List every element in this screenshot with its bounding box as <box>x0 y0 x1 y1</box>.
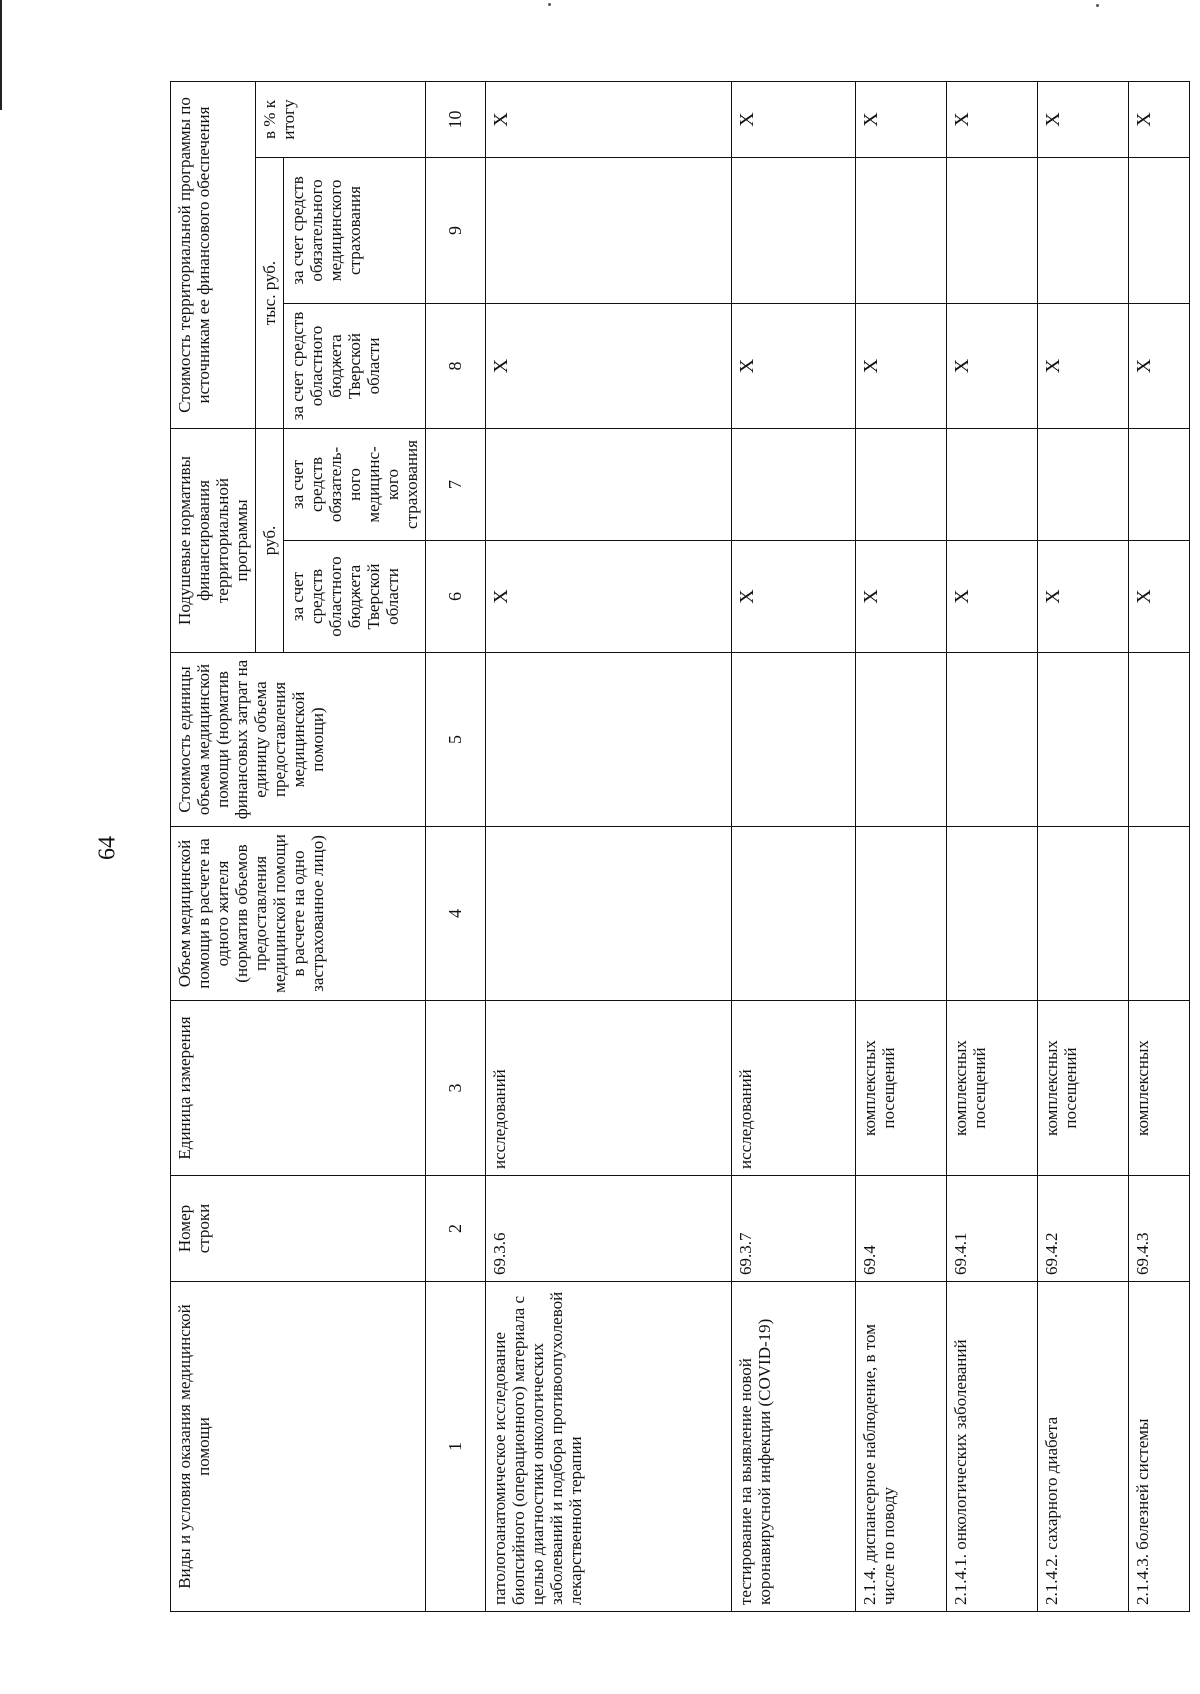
row-cost-regional: Х <box>855 303 946 428</box>
row-name: 2.1.4.2. сахарного диабета <box>1038 1282 1129 1612</box>
row-volume <box>731 827 855 1001</box>
row-norm-oms <box>485 428 731 540</box>
row-norm-oms <box>731 428 855 540</box>
row-unit-cost <box>946 653 1037 827</box>
header-line-number: Номер строки <box>171 1176 426 1282</box>
row-volume <box>1129 827 1190 1001</box>
row-cost-regional: Х <box>1038 303 1129 428</box>
row-volume <box>946 827 1037 1001</box>
row-norm-regional: Х <box>485 541 731 653</box>
header-program-cost: Стоимость территориальной программы по источникам ее финансового обеспечения <box>171 81 256 428</box>
row-volume <box>855 827 946 1001</box>
row-percent: Х <box>1129 81 1190 157</box>
column-number: 1 <box>426 1282 485 1612</box>
row-unit-cost <box>855 653 946 827</box>
column-number: 10 <box>426 81 485 157</box>
column-number: 9 <box>426 157 485 303</box>
table-row <box>1038 81 1129 1611</box>
scan-speck <box>548 3 551 6</box>
row-percent: Х <box>1038 81 1129 157</box>
column-number-row <box>426 81 485 1611</box>
scan-speck <box>1096 4 1099 7</box>
row-unit-cost <box>1038 653 1129 827</box>
header-rub: руб. <box>256 428 284 652</box>
row-name: 2.1.4.3. болезней системы <box>1129 1282 1190 1612</box>
row-unit-cost <box>1129 653 1190 827</box>
row-volume <box>485 827 731 1001</box>
row-name: 2.1.4. диспансерное наблюдение, в том числе по поводу <box>855 1282 946 1612</box>
table-row <box>731 81 855 1611</box>
header-unit-cost: Стоимость единицы объема медицинской помощи (норматив финансовых затрат на единицу объема предоставления медицинской помощи) <box>171 653 426 827</box>
column-number: 7 <box>426 428 485 540</box>
row-name: тестирование на выявление новой коронавирусной инфекции (COVID-19) <box>731 1282 855 1612</box>
row-unit-cost <box>731 653 855 827</box>
header-thousand-rub: тыс. руб. <box>256 157 284 428</box>
table-row <box>946 81 1037 1611</box>
row-norm-regional: Х <box>731 541 855 653</box>
row-cost-oms <box>731 157 855 303</box>
header-unit: Единица измерения <box>171 1001 426 1176</box>
row-norm-regional: Х <box>946 541 1037 653</box>
row-norm-regional: Х <box>1129 541 1190 653</box>
header-volume: Объем медицинской помощи в расчете на одного жителя (норматив объемов предоставления медицинской помощи в расчете на одно застрахованное лицо) <box>171 827 426 1001</box>
row-line-number: 69.4.2 <box>1038 1176 1129 1282</box>
column-number: 3 <box>426 1001 485 1176</box>
row-unit: комплексных посещений <box>855 1001 946 1176</box>
row-percent: Х <box>946 81 1037 157</box>
header-per-capita-norms: Подушевые нормативы финансирования территориальной программы <box>171 428 256 652</box>
row-cost-oms <box>946 157 1037 303</box>
table-row <box>1129 81 1190 1611</box>
row-unit: комплексных посещений <box>1038 1001 1129 1176</box>
row-cost-regional: Х <box>946 303 1037 428</box>
column-number: 6 <box>426 541 485 653</box>
row-volume <box>1038 827 1129 1001</box>
table-row <box>485 81 731 1611</box>
row-name: 2.1.4.1. онкологических заболеваний <box>946 1282 1037 1612</box>
row-line-number: 69.3.6 <box>485 1176 731 1282</box>
row-line-number: 69.3.7 <box>731 1176 855 1282</box>
header-cost-oms: за счет средств обязательного медицинского страхования <box>284 157 426 303</box>
header-percent: в % к итогу <box>256 81 426 157</box>
row-norm-regional: Х <box>1038 541 1129 653</box>
row-norm-oms <box>1038 428 1129 540</box>
row-line-number: 69.4.3 <box>1129 1176 1190 1282</box>
row-cost-regional: Х <box>1129 303 1190 428</box>
row-unit-cost <box>485 653 731 827</box>
row-norm-oms <box>1129 428 1190 540</box>
column-number: 2 <box>426 1176 485 1282</box>
row-norm-oms <box>946 428 1037 540</box>
header-norm-regional-budget: за счет средств областного бюджета Тверской области <box>284 541 426 653</box>
financing-table <box>170 81 1190 1612</box>
row-percent: Х <box>485 81 731 157</box>
row-cost-oms <box>1129 157 1190 303</box>
row-percent: Х <box>855 81 946 157</box>
row-cost-oms <box>1038 157 1129 303</box>
row-line-number: 69.4.1 <box>946 1176 1037 1282</box>
column-number: 5 <box>426 653 485 827</box>
row-norm-oms <box>855 428 946 540</box>
row-cost-oms <box>485 157 731 303</box>
row-unit: комплексных <box>1129 1001 1190 1176</box>
row-cost-regional: Х <box>485 303 731 428</box>
header-kinds: Виды и условия оказания медицинской помощи <box>171 1282 426 1612</box>
row-unit: исследований <box>731 1001 855 1176</box>
rotated-table-container <box>170 82 1190 1612</box>
header-norm-oms: за счет средств обязатель-ного медицинс-кого страхования <box>284 428 426 540</box>
row-cost-oms <box>855 157 946 303</box>
row-norm-regional: Х <box>855 541 946 653</box>
row-percent: Х <box>731 81 855 157</box>
column-number: 4 <box>426 827 485 1001</box>
page-number: 64 <box>94 836 121 860</box>
header-cost-regional-budget: за счет средств областного бюджета Тверской области <box>284 303 426 428</box>
row-unit: исследований <box>485 1001 731 1176</box>
row-line-number: 69.4 <box>855 1176 946 1282</box>
row-cost-regional: Х <box>731 303 855 428</box>
row-name: патологоанатомическое исследование биопсийного (операционного) материала с целью диагностики онкологических заболеваний и подбора противоопухолевой лекарственной терапии <box>485 1282 731 1612</box>
margin-line <box>0 0 2 110</box>
row-unit: комплексных посещений <box>946 1001 1037 1176</box>
column-number: 8 <box>426 303 485 428</box>
table-row <box>855 81 946 1611</box>
